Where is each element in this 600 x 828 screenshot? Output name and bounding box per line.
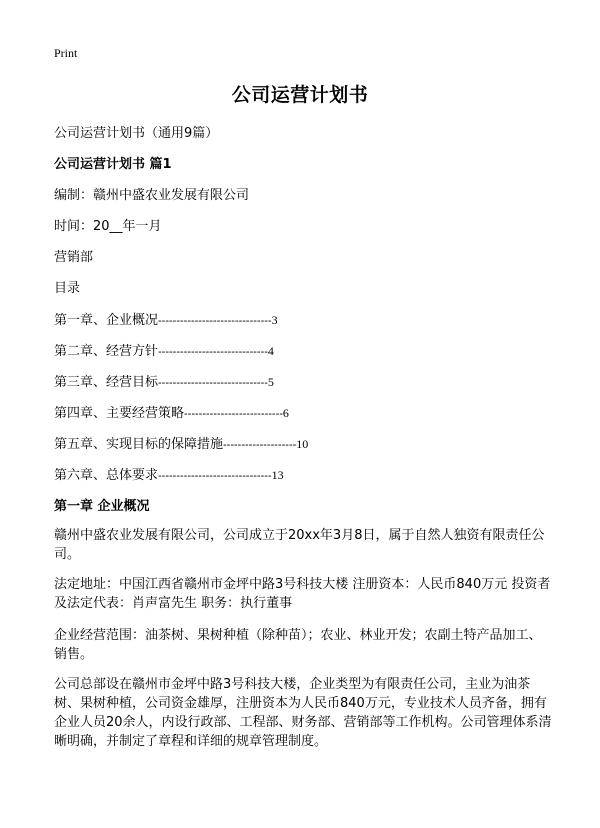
toc-heading: 目录 xyxy=(54,281,81,296)
toc-item xyxy=(54,371,274,390)
document-subtitle: 公司运营计划书（通用9篇） xyxy=(54,126,219,141)
compiler-line: 编制：赣州中盛农业发展有限公司 xyxy=(54,188,250,203)
toc-leader: ------------------------------ xyxy=(158,346,268,358)
toc-page-number: 10 xyxy=(296,437,309,451)
toc-chapter: 第五章、实现目标的保障措施 xyxy=(54,437,224,452)
toc-leader: ------------------------------- xyxy=(158,315,272,327)
toc-chapter: 第四章、主要经营策略 xyxy=(54,406,185,421)
time-line: 时间：20__年一月 xyxy=(54,219,162,234)
toc-chapter: 第三章、经营目标 xyxy=(54,375,159,390)
paragraph: 法定地址：中国江西省赣州市金坪中路3号科技大楼 注册资本：人民币840万元 投资者及法定代表：肖声富先生 职务：执行董事 xyxy=(54,577,551,611)
paragraph: 公司总部设在赣州市金坪中路3号科技大楼，企业类型为有限责任公司，主业为油茶树、果树种植，公司资金雄厚，注册资本为人民币840万元，专业技术人员齐备，拥有企业人员20余人，内设行政部、工程部、财务部、营销部等工作机构。公司管理体系清晰明确，并制定了章程和详细的规章管理制度。 xyxy=(54,677,552,749)
toc-leader: ------------------------------ xyxy=(158,377,268,389)
toc-chapter: 第六章、总体要求 xyxy=(54,468,159,483)
paragraph: 赣州中盛农业发展有限公司，公司成立于20xx年3月8日，属于自然人独资有限责任公司。 xyxy=(54,528,545,562)
toc-leader: -------------------- xyxy=(223,439,297,451)
toc-item xyxy=(54,433,308,452)
toc-leader: --------------------------- xyxy=(184,408,283,420)
toc-page-number: 6 xyxy=(282,406,289,420)
toc-leader: ------------------------------- xyxy=(158,470,272,482)
toc-page-number: 4 xyxy=(267,344,274,358)
toc-page-number: 13 xyxy=(271,468,284,482)
department-line: 营销部 xyxy=(54,250,94,265)
chapter-heading: 第一章 企业概况 xyxy=(54,499,150,514)
paragraph: 企业经营范围：油茶树、果树种植（除种苗）；农业、林业开发；农副土特产品加工、销售。 xyxy=(54,628,542,662)
toc-item xyxy=(54,402,289,421)
print-label: Print xyxy=(54,46,78,60)
toc-page-number: 5 xyxy=(267,375,274,389)
toc-item xyxy=(54,309,278,328)
toc-chapter: 第一章、企业概况 xyxy=(54,313,159,328)
toc-item xyxy=(54,464,284,483)
toc-page-number: 3 xyxy=(271,313,278,327)
toc-item xyxy=(54,340,274,359)
section-heading: 公司运营计划书 篇1 xyxy=(54,157,172,172)
toc-chapter: 第二章、经营方针 xyxy=(54,344,159,359)
document-title: 公司运营计划书 xyxy=(231,84,369,106)
